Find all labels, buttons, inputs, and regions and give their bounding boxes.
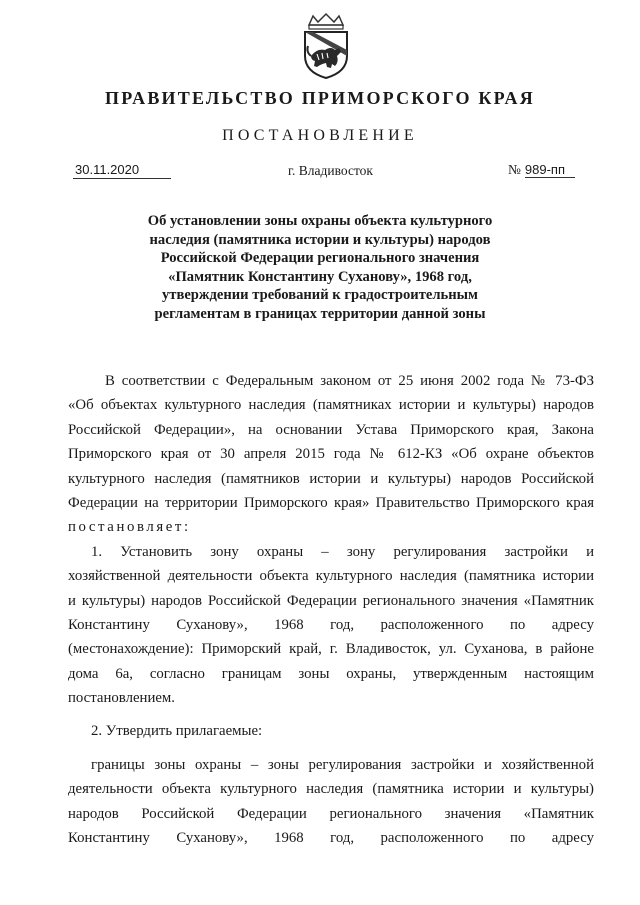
preamble-line: Федерации на территории Приморского края» Правительство Приморского края bbox=[68, 494, 594, 511]
item-1-line: 1. Установить зону охраны – зону регулирования застройки и bbox=[91, 543, 594, 560]
number-label: № bbox=[508, 162, 521, 177]
number-value: 989-пп bbox=[525, 162, 575, 178]
item-2-line: народов Российской Федерации регионального значения «Памятник bbox=[68, 805, 594, 822]
subject-line: «Памятник Константину Суханову», 1968 год, bbox=[168, 268, 472, 285]
item-1-line: и культуры) народов Российской Федерации регионального значения «Памятник bbox=[68, 592, 594, 609]
primorsky-krai-coat-of-arms-icon bbox=[295, 12, 357, 80]
document-date: 30.11.2020 bbox=[73, 162, 171, 179]
item-2-line: Константину Суханову», 1968 год, расположенного по адресу bbox=[68, 830, 594, 847]
item-2-heading: 2. Утвердить прилагаемые: bbox=[91, 723, 263, 740]
preamble-line: В соответствии с Федеральным законом от 25 июня 2002 года № 73-ФЗ bbox=[105, 373, 594, 389]
document-subject bbox=[100, 212, 540, 324]
subject-line: регламентам в границах территории данной зоны bbox=[154, 305, 486, 322]
preamble-line: Приморского края от 30 апреля 2015 года № 612-КЗ «Об охране объектов bbox=[68, 446, 594, 463]
resolves-word: постановляет: bbox=[68, 519, 191, 536]
preamble-line: «Об объектах культурного наследия (памятниках истории и культуры) народов bbox=[68, 397, 594, 414]
document-number bbox=[508, 162, 584, 178]
subject-line: наследия (памятника истории и культуры) народов bbox=[149, 231, 491, 248]
subject-line: Российской Федерации регионального значения bbox=[160, 250, 480, 267]
document-body bbox=[68, 369, 594, 850]
item-2-line: деятельности объекта культурного наследия (памятника истории и культуры) bbox=[68, 781, 594, 798]
item-1-line: дома 6а, согласно границам зоны охраны, утвержденным настоящим bbox=[68, 665, 594, 682]
document-city: г. Владивосток bbox=[288, 163, 373, 178]
paragraph-gap bbox=[68, 710, 594, 719]
paragraph-gap bbox=[68, 744, 594, 753]
document-type: ПОСТАНОВЛЕНИЕ bbox=[222, 127, 418, 144]
subject-line: Об установлении зоны охраны объекта культурного bbox=[147, 213, 493, 229]
item-1-line: Константину Суханову», 1968 год, расположенного по адресу bbox=[68, 616, 594, 633]
item-1-line: хозяйственной деятельности объекта культурного наследия (памятника истории bbox=[68, 568, 594, 585]
preamble-line: культурного наследия (памятников истории и культуры) народов Российской bbox=[68, 470, 594, 487]
subject-line: утверждении требований к градостроительным bbox=[161, 287, 478, 304]
government-title: ПРАВИТЕЛЬСТВО ПРИМОРСКОГО КРАЯ bbox=[105, 88, 535, 108]
item-1-line: постановлением. bbox=[68, 690, 175, 707]
item-1-line: (местонахождение): Приморский край, г. Владивосток, ул. Суханова, в районе bbox=[68, 641, 594, 658]
preamble-line: Российской Федерации», на основании Устава Приморского края, Закона bbox=[68, 421, 594, 438]
item-2-line: границы зоны охраны – зоны регулирования застройки и хозяйственной bbox=[91, 756, 594, 773]
